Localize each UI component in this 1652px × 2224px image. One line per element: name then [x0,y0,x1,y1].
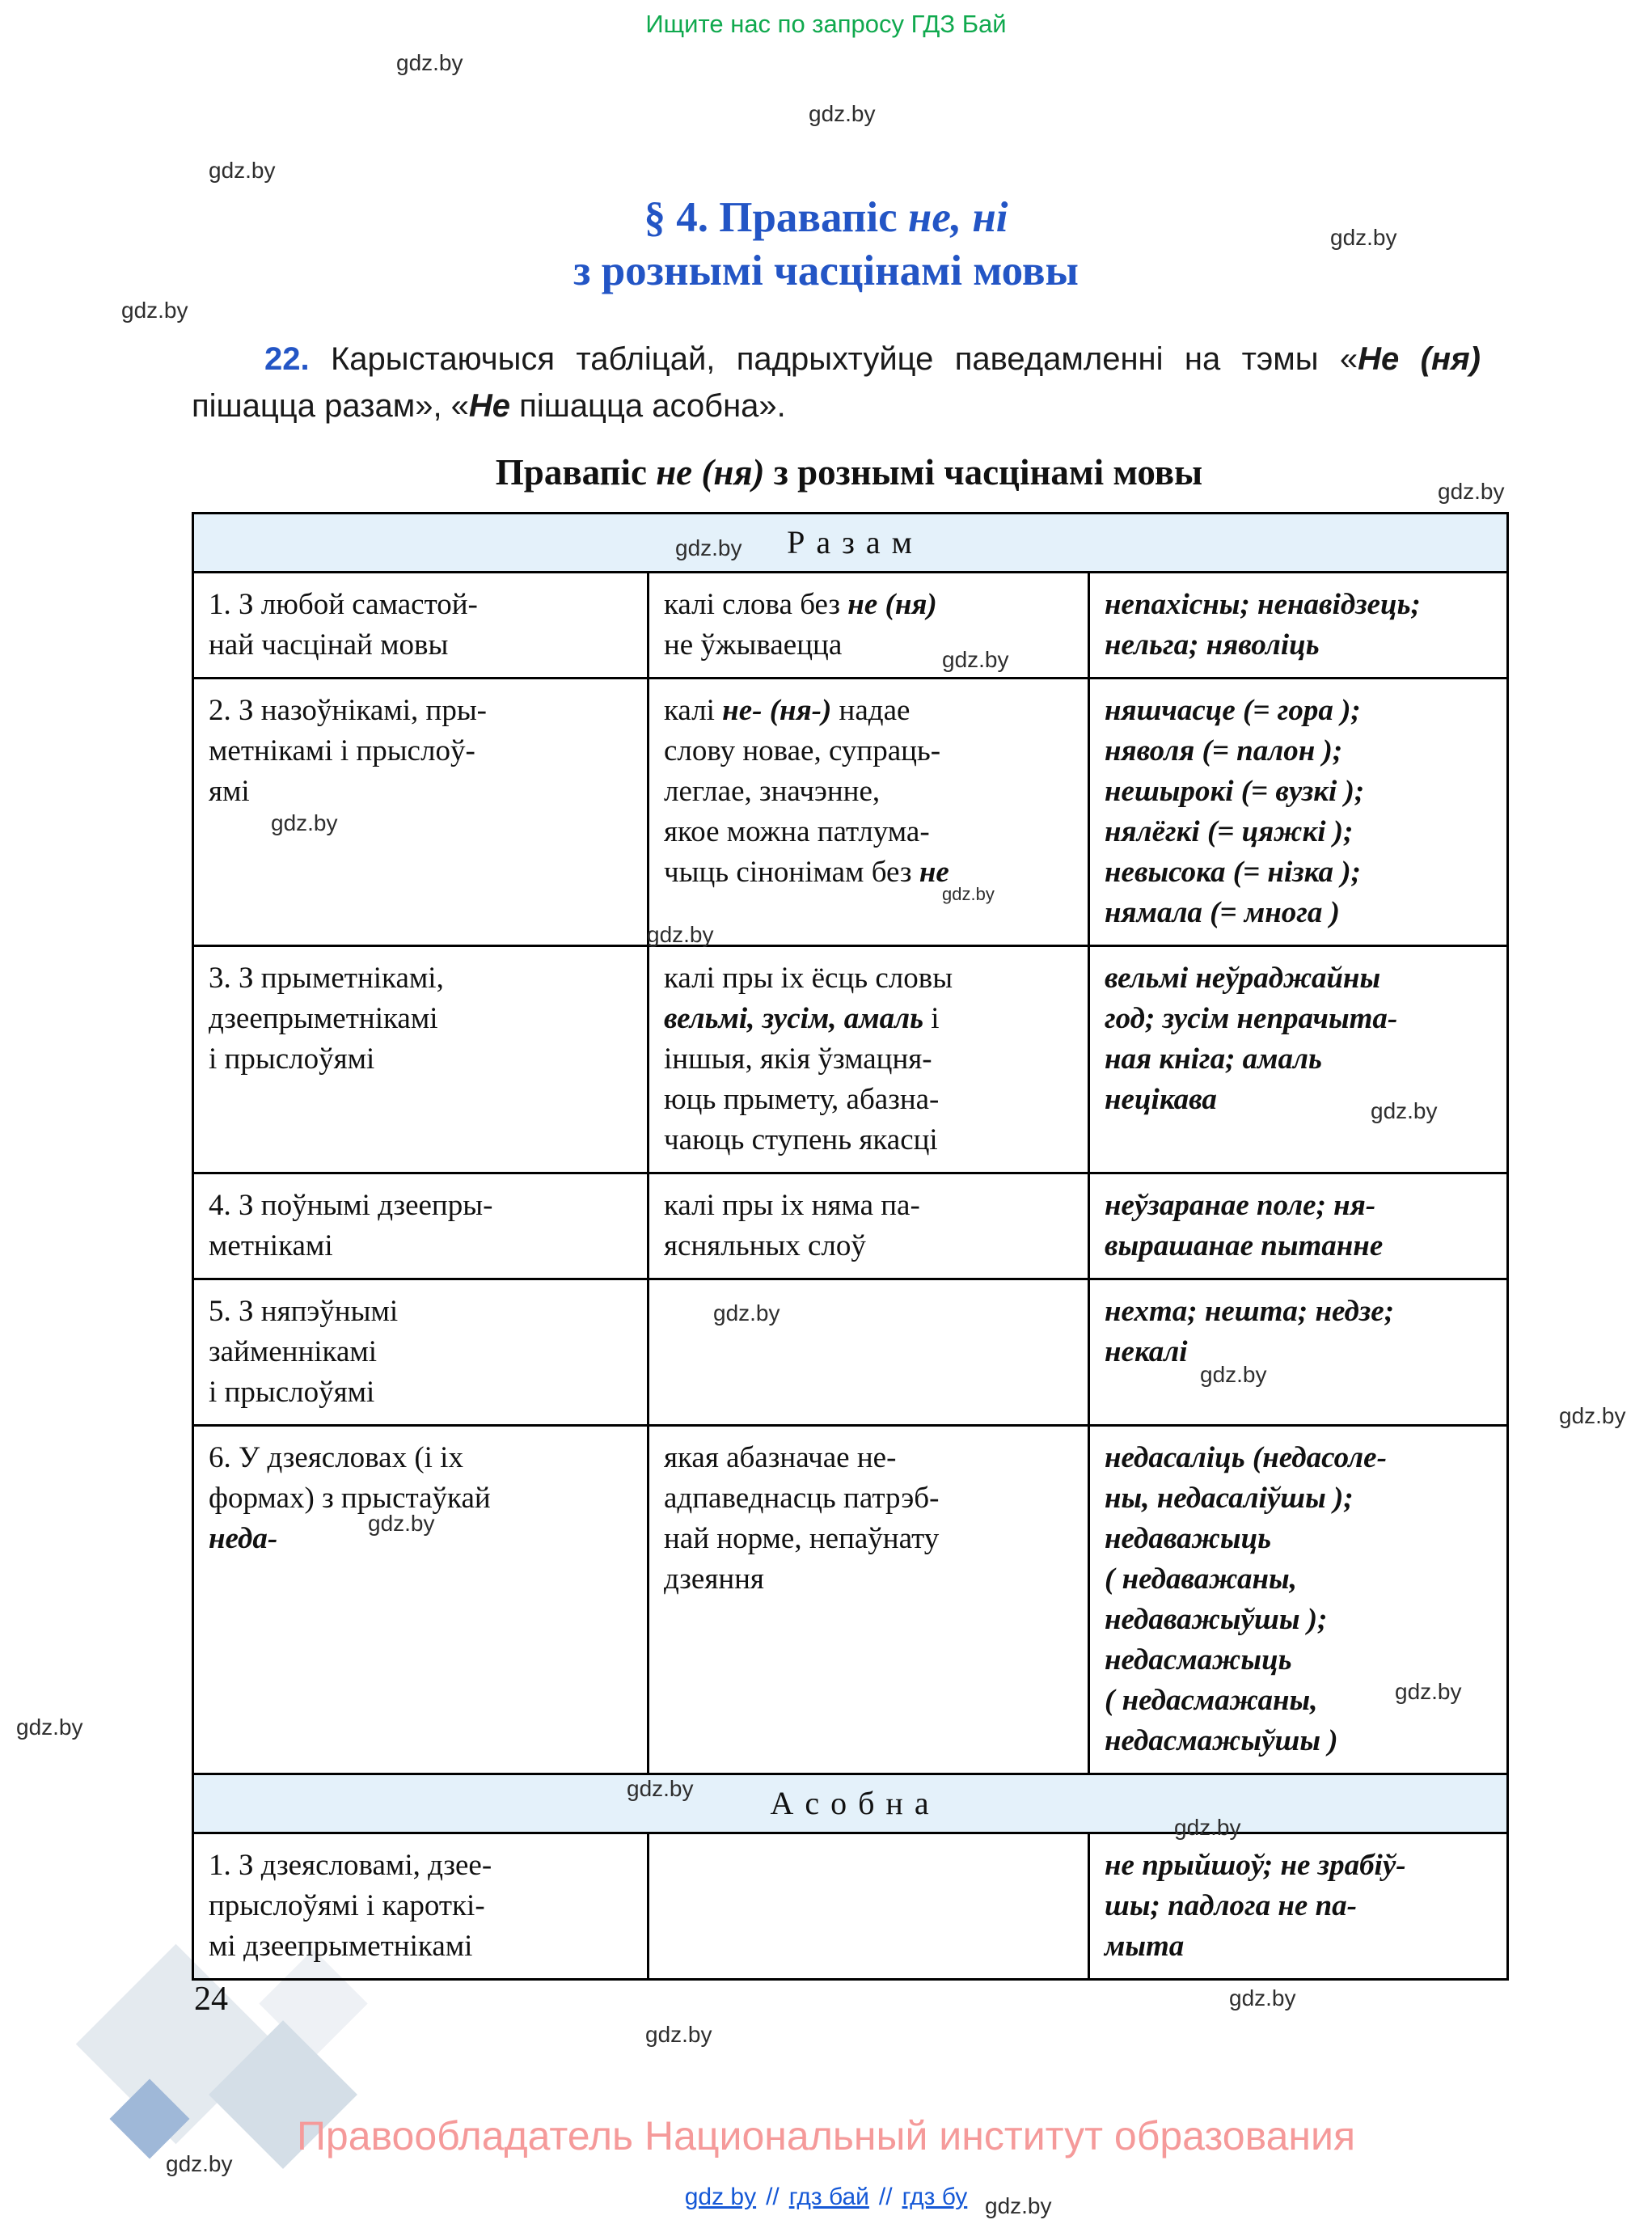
watermark-text: gdz.by [1371,1098,1438,1123]
table-cell [649,1833,1089,1980]
cell-text-segment: калі [664,694,723,727]
page-number: 24 [194,1981,228,2018]
table-row [193,1833,1508,1980]
watermark-text: gdz.by [16,1715,83,1740]
page-title-text: § 4. Правапіс [644,194,908,241]
cell-text-segment: 5. З няпэўнымі займеннікамі і прыслоўямі [209,1295,399,1409]
cell-text-segment: 4. З поўнымі дзеепры- метнікамі [209,1189,493,1262]
cell-text-segment: калі слова без [664,588,848,621]
copyright-watermark: Правообладатель Национальный институт образования [296,2113,1356,2158]
table-cell [193,1279,649,1426]
table-section-header-row [193,514,1508,573]
cell-text-segment: і іншыя, якія ўзмацня- юць прымету, абазна- чаюць ступень якасці [664,1002,940,1156]
page-title-italic: не, ні [907,194,1008,241]
table-row [193,679,1508,946]
cell-text-segment: не [919,856,949,889]
watermark-text: gdz.by [396,50,463,75]
cell-text-segment: 1. З дзеясловамі, дзее- прыслоўямі і кароткі- мі дзеепрыметнікамі [209,1849,492,1963]
watermark-text: gdz.by [675,535,742,560]
table-cell [1089,573,1508,679]
cell-text-segment: надае слову новае, супраць- леглае, значэнне, якое можна патлума- чыць сінонімам без [664,694,941,889]
exercise-text: пішацца разам», « [192,388,469,424]
cell-text-segment: калі пры іх няма па- ясняльных слоў [664,1189,920,1262]
table-cell [1089,946,1508,1173]
footer-separator: // [766,2184,780,2210]
watermark-text: gdz.by [121,298,188,323]
table-section-header: Р а з а м [193,514,1508,573]
watermark-text: gdz.by [1200,1362,1267,1387]
cell-text-segment: 6. У дзеясловах (і іх формах) з прыстаўкай [209,1441,491,1515]
table-title-text: Правапіс [495,452,657,493]
watermark-text: gdz.by [1174,1815,1241,1840]
table-cell [649,1173,1089,1279]
table-cell [193,1426,649,1774]
table-cell [649,573,1089,679]
top-banner: Ищите нас по запросу ГДЗ Бай [645,10,1007,38]
table-body [193,514,1508,1980]
table-section-header: А с о б н а [193,1774,1508,1833]
watermark-text: gdz.by [942,647,1009,672]
grammar-table [192,512,1509,1981]
table-cell [1089,679,1508,946]
watermark-text: gdz.by [645,2022,712,2047]
table-cell [1089,1279,1508,1426]
cell-text-segment: неўзаранае поле; ня- вырашанае пытанне [1105,1189,1384,1262]
cell-text-segment: 3. З прыметнікамі, дзеепрыметнікамі і прыслоўямі [209,962,444,1076]
table-row [193,1426,1508,1774]
watermark-text: gdz.by [166,2151,233,2176]
cell-text-segment: недасаліць (недасоле- ны, недасаліўшы ); недаважыць ( недаважаны, недаважыўшы ); недасмажыць ( недасмажаны, недасмажыўшы ) [1105,1441,1387,1757]
cell-text-segment: нехта; нешта; недзе; некалі [1105,1295,1395,1368]
cell-text-segment: 2. З назоўнікамі, пры- метнікамі і прыслоў- ямі [209,694,488,808]
watermark-text: gdz.by [713,1300,780,1326]
footer-link-gdzby[interactable]: gdz by [684,2184,757,2210]
watermark-text: gdz.by [271,810,338,835]
watermark-text: gdz.by [1330,225,1397,250]
watermark-text: gdz.by [1229,1985,1296,2010]
footer-separator: // [878,2184,893,2210]
table-cell [193,946,649,1173]
watermark-text: gdz.by [942,884,995,904]
footer-links [0,2184,1652,2211]
table-cell [1089,1426,1508,1774]
page-title-line2: з рознымі часцінамі мовы [573,247,1079,294]
table-section-header-row [193,1774,1508,1833]
exercise-text: Карыстаючыся табліцай, падрыхтуйце паведамленні на тэмы « [309,341,1358,377]
table-row [193,573,1508,679]
cell-text-segment: якая абазначае не- адпаведнасць патрэб- най норме, непаўнату дзеяння [664,1441,940,1596]
table-row [193,946,1508,1173]
cell-text-segment: вельмі, зусім, амаль [664,1002,924,1035]
watermark-text: gdz.by [368,1511,435,1536]
cell-text-segment: вельмі неўраджайны год; зусім непрачыта- ная кніга; амаль нецікава [1105,962,1398,1116]
cell-text-segment: не ўжываецца [664,628,843,662]
cell-text-segment: неда- [209,1522,278,1555]
table-cell [649,946,1089,1173]
table-cell [193,679,649,946]
cell-text-segment: непахісны; ненавідзець; нельга; няволіць [1105,588,1421,662]
watermark-text: gdz.by [1395,1679,1462,1704]
table-row [193,1279,1508,1426]
watermark-text: gdz.by [647,922,714,947]
cell-text-segment: 1. З любой самастой- най часцінай мовы [209,588,478,662]
table-cell [649,679,1089,946]
watermark-text: gdz.by [209,158,276,183]
exercise-emphasis: Не (ня) [1358,341,1481,377]
table-title [192,451,1506,493]
table-title-italic: не (ня) [656,452,765,493]
page-title-line1 [0,191,1652,244]
cell-text-segment: не прыйшоў; не зрабіў- шы; падлога не па- мыта [1105,1849,1406,1963]
table-row [193,1173,1508,1279]
exercise-emphasis: Не [468,388,511,424]
table-cell [1089,1173,1508,1279]
exercise-number: 22. [264,341,310,377]
watermark-text: gdz.by [1438,479,1505,504]
cell-text-segment: калі пры іх ёсць словы [664,962,953,995]
table-cell [649,1426,1089,1774]
table-cell [193,1173,649,1279]
cell-text-segment: не (ня) [847,588,937,621]
table-cell [1089,1833,1508,1980]
cell-text-segment: не- (ня-) [722,694,832,727]
exercise-paragraph [192,336,1481,429]
watermark-text: gdz.by [985,2193,1052,2218]
table-cell [193,1833,649,1980]
page-title [0,191,1652,298]
exercise-text: пішацца асобна». [510,388,786,424]
cell-text-segment: няшчасце (= гора ); няволя (= палон ); нешырокі (= вузкі ); нялёгкі (= цяжкі ); невысока (= нізка ); нямала (= многа ) [1105,694,1365,929]
table-cell [193,573,649,679]
table-title-text: з рознымі часцінамі мовы [764,452,1203,493]
watermark-text: gdz.by [1559,1403,1626,1428]
watermark-text: gdz.by [627,1776,694,1801]
watermark-text: gdz.by [809,101,876,126]
footer-link-gdzbai[interactable]: гдз бай [788,2184,869,2210]
footer-link-gdzbu[interactable]: гдз бу [902,2184,968,2210]
